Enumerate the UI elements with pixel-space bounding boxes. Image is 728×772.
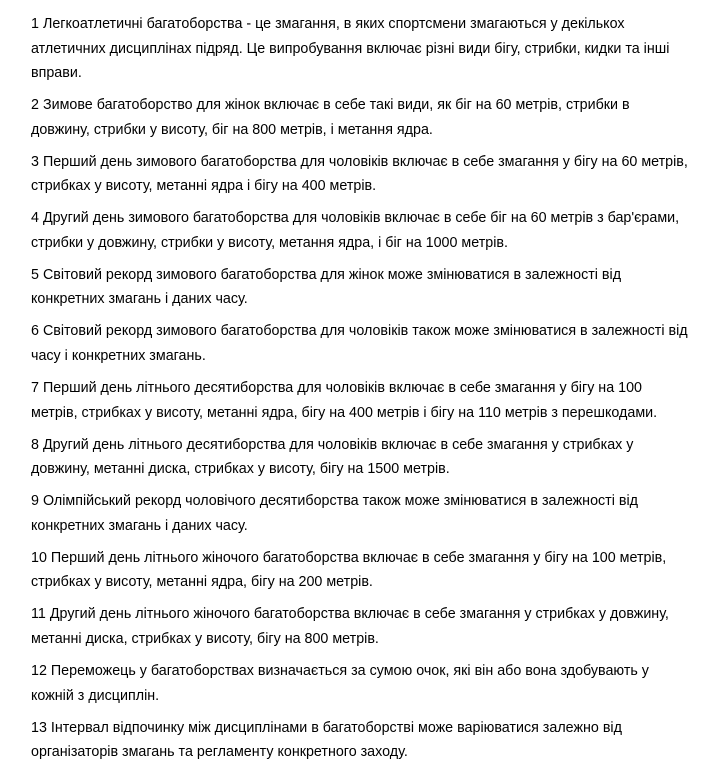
- list-item: [31, 716, 691, 765]
- item-text: Зимове багатоборство для жінок включає в себе такі види, як біг на 60 метрів, стрибки в довжину, стрибки у висоту, біг на 800 метрів, і метання ядра.: [31, 97, 630, 138]
- list-item: [31, 12, 691, 86]
- item-number: 9: [31, 493, 39, 510]
- item-number: 3: [31, 153, 39, 170]
- item-number: 7: [31, 380, 39, 397]
- item-text: Перший день літнього десятиборства для чоловіків включає в себе змагання у бігу на 100 метрів, стрибках у висоту, метанні ядра, бігу на 400 метрів і бігу на 110 метрів з перешкодами.: [31, 380, 658, 421]
- list-item: [31, 489, 691, 538]
- item-number: 5: [31, 266, 39, 283]
- item-number: 2: [31, 97, 39, 114]
- item-text: Перший день літнього жіночого багатоборства включає в себе змагання у бігу на 100 метрів, стрибках у висоту, метанні ядра, бігу на 200 метрів.: [31, 549, 667, 591]
- item-number: 13: [31, 719, 47, 736]
- list-item: [31, 602, 691, 651]
- list-item: [31, 93, 691, 142]
- list-item: [31, 546, 691, 595]
- item-number: 12: [31, 663, 47, 680]
- item-text: Перший день зимового багатоборства для чоловіків включає в себе змагання у бігу на 60 метрів, стрибках у висоту, метанні ядра і бігу на 400 метрів.: [31, 153, 688, 195]
- list-item: [31, 319, 691, 368]
- list-item: [31, 659, 691, 708]
- item-text: Другий день зимового багатоборства для чоловіків включає в себе біг на 60 метрів з бар'єрами, стрибки у довжину, стрибки у висоту, метання ядра, і біг на 1000 метрів.: [31, 210, 680, 251]
- list-item: [31, 150, 691, 199]
- list-item: [31, 206, 691, 255]
- item-text: Інтервал відпочинку між дисциплінами в багатоборстві може варіюватися залежно від організаторів змагань та регламенту конкретного заходу.: [31, 719, 622, 761]
- list-item: [31, 433, 691, 482]
- document-body: [31, 12, 691, 772]
- item-number: 6: [31, 323, 39, 340]
- list-item: [31, 376, 691, 425]
- item-number: 1: [31, 16, 39, 32]
- item-text: Переможець у багатоборствах визначається за сумою очок, які він або вона здобувають у кожній з дисциплін.: [31, 663, 649, 704]
- item-text: Олімпійський рекорд чоловічого десятиборства також може змінюватися в залежності від конкретних змагань і даних часу.: [31, 493, 638, 534]
- item-number: 8: [31, 436, 39, 453]
- item-text: Другий день літнього десятиборства для чоловіків включає в себе змагання у стрибках у довжину, метанні диска, стрибках у висоту, бігу на 1500 метрів.: [31, 436, 634, 478]
- item-text: Світовий рекорд зимового багатоборства для чоловіків також може змінюватися в залежності від часу і конкретних змагань.: [31, 323, 688, 364]
- item-number: 10: [31, 549, 47, 566]
- item-text: Другий день літнього жіночого багатоборства включає в себе змагання у стрибках у довжину, метанні диска, стрибках у висоту, бігу на 800 метрів.: [31, 606, 669, 647]
- item-text: Легкоатлетичні багатоборства - це змагання, в яких спортсмени змагаються у декількох атлетичних дисциплінах підряд. Це випробування включає різні види бігу, стрибки, кидки та інші вправи.: [31, 16, 670, 81]
- item-number: 11: [31, 606, 46, 623]
- item-number: 4: [31, 210, 39, 227]
- list-item: [31, 263, 691, 312]
- item-text: Світовий рекорд зимового багатоборства для жінок може змінюватися в залежності від конкретних змагань і даних часу.: [31, 266, 622, 308]
